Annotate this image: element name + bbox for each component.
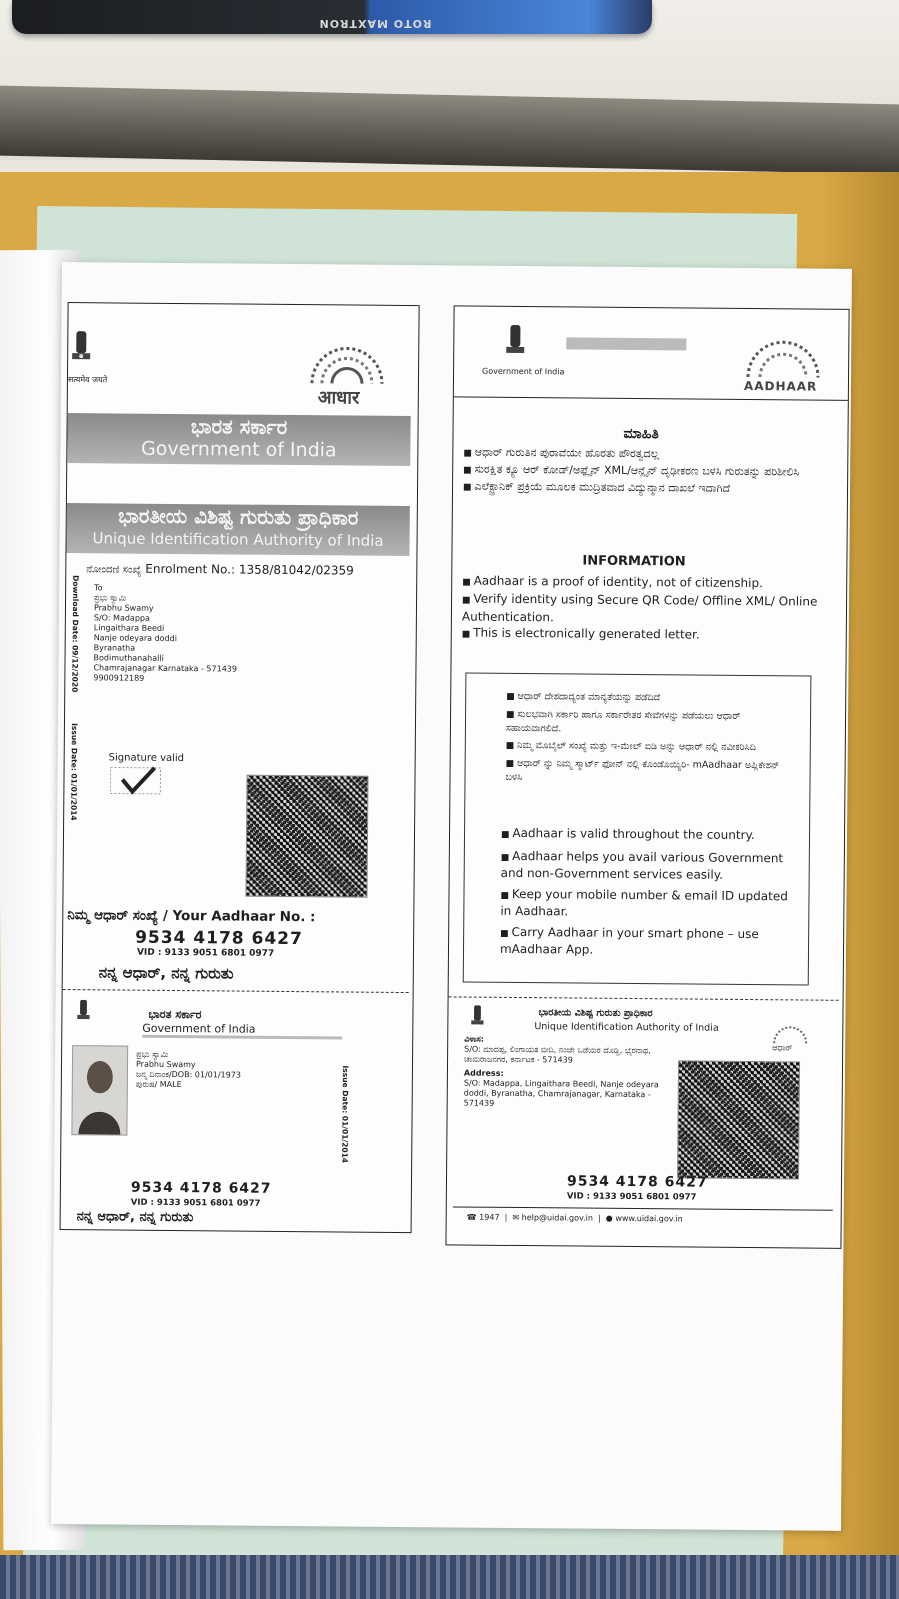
address-line: Nanje odeyara doddi xyxy=(93,633,178,644)
uidai-band xyxy=(66,503,409,556)
left-letter-panel xyxy=(60,302,420,1233)
info-kn-item: ■ ಎಲೆಕ್ಟ್ರಾನಿಕ್ ಪ್ರಕ್ರಿಯೆ ಮೂಲಕ ಮುದ್ರಿತವಾದ ವಿದ್ಯುನ್ಮಾನ ದಾಖಲೆ ಇದಾಗಿದೆ xyxy=(463,479,813,499)
card-gov-kannada: ಭಾರತ ಸರ್ಕಾರ xyxy=(148,1007,202,1022)
benefit-en-item: ■ Keep your mobile number & email ID updated in Aadhaar. xyxy=(500,887,790,922)
info-english-list xyxy=(462,573,833,646)
gov-kannada: ಭಾರತ ಸರ್ಕಾರ xyxy=(190,414,288,439)
address-line: 9900912189 xyxy=(93,673,145,683)
uidai-kannada: ಭಾರತೀಯ ವಿಶಿಷ್ಟ ಗುರುತು ಪ್ರಾಧಿಕಾರ xyxy=(118,503,359,530)
address-label-kn: ವಿಳಾಸ: xyxy=(464,1034,485,1044)
issue-date: Issue Date: 01/01/2014 xyxy=(69,723,79,821)
enrolment-label-kn: ನೋಂದಣಿ ಸಂಖ್ಯೆ xyxy=(86,564,142,576)
right-card-address xyxy=(464,1035,675,1111)
info-title: INFORMATION xyxy=(582,553,686,570)
floor-fabric xyxy=(0,1555,899,1599)
benefits-kannada-list xyxy=(505,690,786,790)
right-card-emblem-icon xyxy=(468,1003,486,1033)
right-card-logo-text: ಆಧಾರ್ xyxy=(772,1043,793,1053)
mail-icon: ✉ xyxy=(512,1212,520,1223)
benefit-kn-item: ■ ನಿಮ್ಮ ಮೊಬೈಲ್ ಸಂಖ್ಯೆ ಮತ್ತು ಇ-ಮೇಲ್ ಐಡಿ ಅನ್ನು ಆಧಾರ್ ನಲ್ಲಿ ನವೀಕರಿಸಿದಿ xyxy=(506,739,786,755)
card-gov-english: Government of India xyxy=(142,1022,342,1040)
benefits-box xyxy=(463,673,812,986)
help-email: help@uidai.gov.in xyxy=(521,1213,593,1223)
info-title-kn: ಮಾಹಿತಿ xyxy=(623,425,659,443)
website: www.uidai.gov.in xyxy=(615,1213,683,1224)
right-gov-caption: Government of India xyxy=(482,366,565,377)
aadhaar-logo-text: आधार xyxy=(317,387,360,409)
signature-valid: Signature valid xyxy=(108,752,185,765)
card-gender: ಪುರುಷ/ MALE xyxy=(135,1079,182,1090)
enrolment-label: Enrolment No.: xyxy=(145,561,236,577)
enrolment-number: 1358/81042/02359 xyxy=(238,562,354,578)
right-qr-code xyxy=(677,1060,800,1179)
redaction-bar xyxy=(566,337,686,350)
card-issue-date: Issue Date: 01/01/2014 xyxy=(340,1065,350,1164)
contact-footer: ☎ 1947 | ✉ help@uidai.gov.in | ● www.uidai.gov.in xyxy=(466,1212,683,1224)
benefit-kn-item: ■ ಆಧಾರ್ ದೇಶದಾದ್ಯಂತ ಮಾನ್ಯತೆಯನ್ನು ಪಡೆದಿದೆ xyxy=(506,690,786,706)
right-letter-panel xyxy=(445,305,849,1248)
info-en-item: ■ Aadhaar is a proof of identity, not of citizenship. xyxy=(462,573,832,594)
right-aadhaar-logo-icon xyxy=(738,337,828,378)
address-line: S/O: Madappa xyxy=(93,613,150,623)
right-cut-line xyxy=(449,996,839,1000)
right-card-uidai-kn: ಭಾರತೀಯ ವಿಶಿಷ್ಟ ಗುರುತು ಪ್ರಾಧಿಕಾರ xyxy=(538,1007,653,1020)
address-line: Byranatha xyxy=(93,643,136,653)
address-line: Lingaithara Beedi xyxy=(93,623,165,633)
aadhaar-letter-sheet xyxy=(51,262,852,1531)
aadhaar-logo-icon xyxy=(302,339,392,386)
right-card-logo-icon xyxy=(770,1023,810,1043)
vid-number: VID : 9133 9051 6801 0977 xyxy=(136,947,275,959)
phone-icon: ☎ xyxy=(466,1212,477,1222)
slogan: ನನ್ನ ಆಧಾರ್, ನನ್ನ ಗುರುತು xyxy=(98,963,234,983)
ashoka-emblem-icon xyxy=(68,327,94,371)
address-line: Bodimuthanahalli xyxy=(93,653,164,663)
cut-line xyxy=(63,989,409,993)
address-kn: S/O: ಮಾದಪ್ಪ, ಲಿಂಗಾಯತ ಬೀದಿ, ನಂಜೇ ಒಡೆಯರ ದೊಡ್ಡಿ, ಭೈರನಾಥ, ಚಾಮರಾಜನಗರ, ಕರ್ನಾಟಕ - 571439 xyxy=(464,1044,651,1065)
info-kn-item: ■ ಸುರಕ್ಷಿತ ಕ್ಯೂ ಆರ್ ಕೋಡ್/ಆಫ್ಲೈನ್ XML/ಆನ್ಲೈನ್ ದೃಢೀಕರಣ ಬಳಸಿ ಗುರುತನ್ನು ಪರಿಶೀಲಿಸಿ xyxy=(463,462,813,482)
info-kannada-list xyxy=(463,445,813,499)
benefit-kn-item: ■ ಸುಲಭವಾಗಿ ಸರ್ಕಾರಿ ಹಾಗೂ ಸರ್ಕಾರೇತರ ಸೇವೆಗಳನ್ನು ಪಡೆಯಲು ಆಧಾರ್ ಸಹಾಯವಾಗಲಿದೆ. xyxy=(506,708,786,737)
card-aadhaar-number: 9534 4178 6427 xyxy=(130,1179,272,1197)
benefit-en-item: ■ Aadhaar helps you avail various Government and non-Government services easily. xyxy=(501,849,791,884)
benefits-english-list xyxy=(500,826,791,966)
qr-code xyxy=(245,775,368,898)
address-line: Prabhu Swamy xyxy=(93,603,154,613)
address-label: Address: xyxy=(463,1068,504,1078)
government-band xyxy=(67,413,410,466)
card-name-kn: ಪ್ರಭು ಸ್ವಾಮಿ xyxy=(136,1049,169,1059)
pen-imprint: ROTO MAXTRON xyxy=(318,17,432,30)
info-en-item: ■ This is electronically generated letter. xyxy=(462,625,832,646)
globe-icon: ● xyxy=(605,1213,613,1223)
benefit-en-item: ■ Aadhaar is valid throughout the country. xyxy=(501,826,791,846)
signature-check-icon xyxy=(108,763,164,797)
address-en: S/O: Madappa, Lingaithara Beedi, Nanje odeyara doddi, Byranatha, Chamrajanagar, Karnataka - 571439 xyxy=(463,1078,659,1108)
aadhaar-number: 9534 4178 6427 xyxy=(135,927,303,950)
enrolment-line xyxy=(86,561,354,578)
footer-rule xyxy=(453,1206,833,1210)
gov-english: Government of India xyxy=(141,437,337,462)
right-aadhaar-logo-text: AADHAAR xyxy=(743,378,818,394)
info-en-item: ■ Verify identity using Secure QR Code/ Offline XML/ Online Authentication. xyxy=(462,591,832,628)
card-emblem-icon xyxy=(74,997,92,1027)
your-aadhaar-label: ನಿಮ್ಮ ಆಧಾರ್ ಸಂಖ್ಯೆ / Your Aadhaar No. : xyxy=(67,907,316,926)
right-card-aadhaar-number: 9534 4178 6427 xyxy=(566,1173,708,1191)
card-photo xyxy=(71,1045,128,1135)
card-name-en: Prabhu Swamy xyxy=(135,1059,196,1070)
card-details xyxy=(136,1050,316,1092)
address-line: To xyxy=(94,583,103,593)
address-line: Chamrajanagar Karnataka - 571439 xyxy=(93,663,238,674)
info-kn-item: ■ ಆಧಾರ್ ಗುರುತಿನ ಪುರಾವೆಯೇ ಹೊರತು ಪೌರತ್ವದಲ್ಲ xyxy=(463,445,813,465)
card-dob: ಜನ್ಮ ದಿನಾಂಕ/DOB: 01/01/1973 xyxy=(135,1069,241,1080)
benefit-kn-item: ■ ಆಧಾರ್ ನ್ನು ನಿಮ್ಮ ಸ್ಮಾರ್ಟ್ ಫೋನ್ ನಲ್ಲಿ ಕೊಂಡೊಯ್ಯಿರಿ- mAadhaar ಅಪ್ಲಿಕೇಶನ್ ಬಳಸಿ xyxy=(505,757,785,786)
card-slogan: ನನ್ನ ಆಧಾರ್, ನನ್ನ ಗುರುತು xyxy=(76,1209,194,1226)
header-rule xyxy=(454,396,848,400)
emblem-caption: सत्यमेव जयते xyxy=(67,375,108,385)
uidai-english: Unique Identification Authority of India xyxy=(92,529,384,550)
address-block xyxy=(93,583,314,685)
card-vid: VID : 9133 9051 6801 0977 xyxy=(130,1197,261,1209)
address-line: ಪ್ರಭು ಸ್ವಾಮಿ xyxy=(94,593,127,603)
right-card-vid: VID : 9133 9051 6801 0977 xyxy=(566,1191,697,1203)
right-card-uidai-en: Unique Identification Authority of India xyxy=(534,1021,719,1034)
download-date: Download Date: 09/12/2020 xyxy=(70,575,81,693)
right-emblem-icon xyxy=(502,321,528,365)
helpline: 1947 xyxy=(479,1212,500,1222)
benefit-en-item: ■ Carry Aadhaar in your smart phone – use mAadhaar App. xyxy=(500,925,790,960)
